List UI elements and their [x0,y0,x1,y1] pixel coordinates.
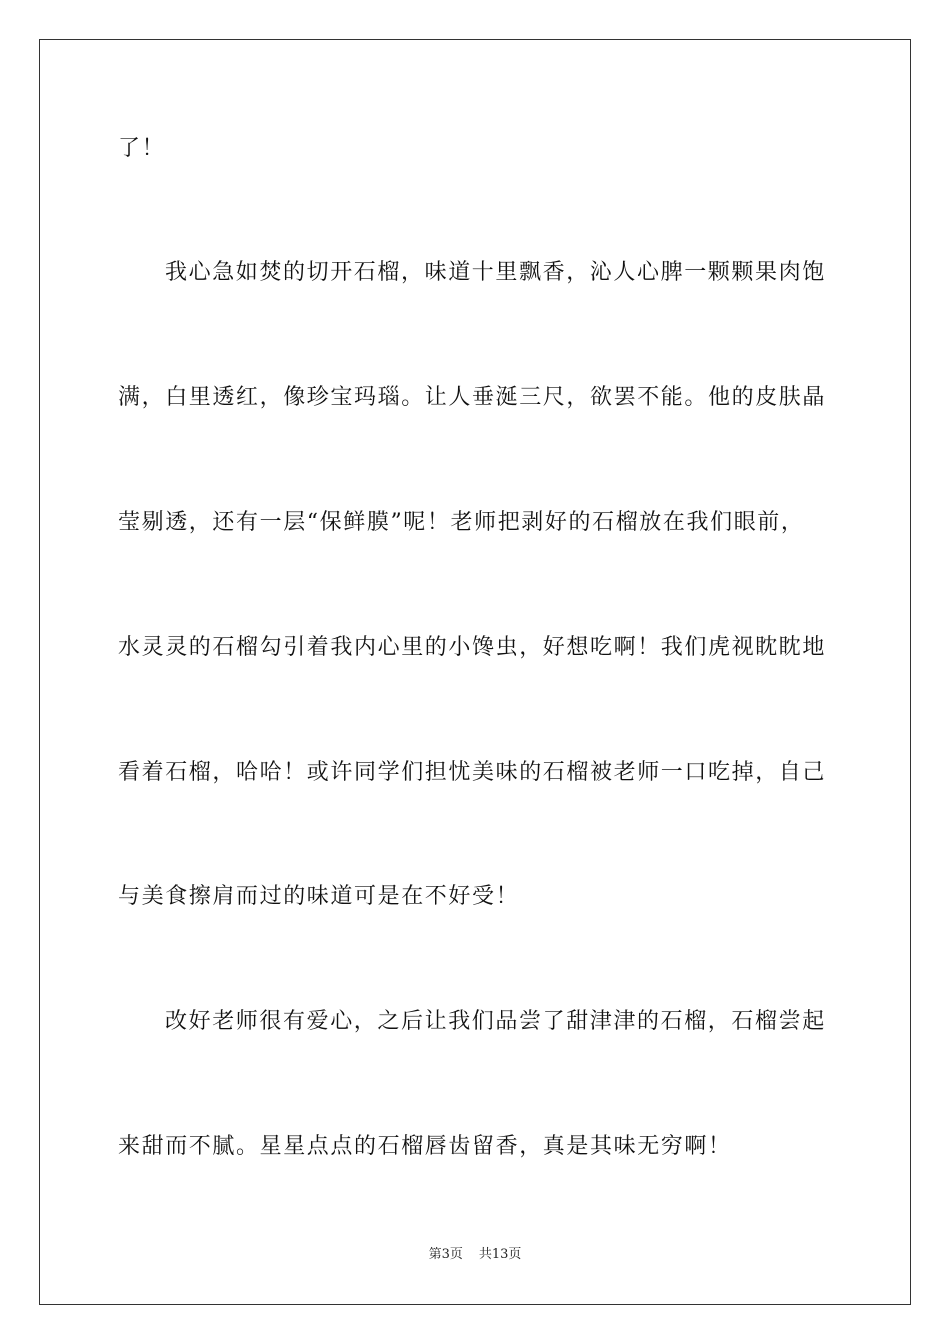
text-line: 莹剔透，还有一层“保鲜膜”呢！老师把剥好的石榴放在我们眼前， [118,510,805,535]
text-line: 满，白里透红，像珍宝玛瑙。让人垂涎三尺，欲罢不能。他的皮肤晶 [118,385,827,410]
page-frame [39,39,911,1305]
text-line: 来甜而不腻。星星点点的石榴唇齿留香，真是其味无穷啊！ [118,1134,732,1159]
paragraph-start-line: 改好老师很有爱心，之后让我们品尝了甜津津的石榴，石榴尝起 [165,1009,826,1034]
page-number: 第3页 [428,1247,463,1262]
text-line: 水灵灵的石榴勾引着我内心里的小馋虫，好想吃啊！我们虎视眈眈地 [118,635,827,660]
paragraph-start-line: 我心急如焚的切开石榴，味道十里飘香，沁人心脾一颗颗果肉饱 [165,260,826,285]
total-pages: 共13页 [478,1247,522,1262]
text-line: 了！ [118,136,166,161]
text-line: 与美食擦肩而过的味道可是在不好受！ [118,884,520,909]
page-footer [0,1246,950,1264]
text-line: 看着石榴，哈哈！或许同学们担忧美味的石榴被老师一口吃掉，自己 [118,760,827,785]
